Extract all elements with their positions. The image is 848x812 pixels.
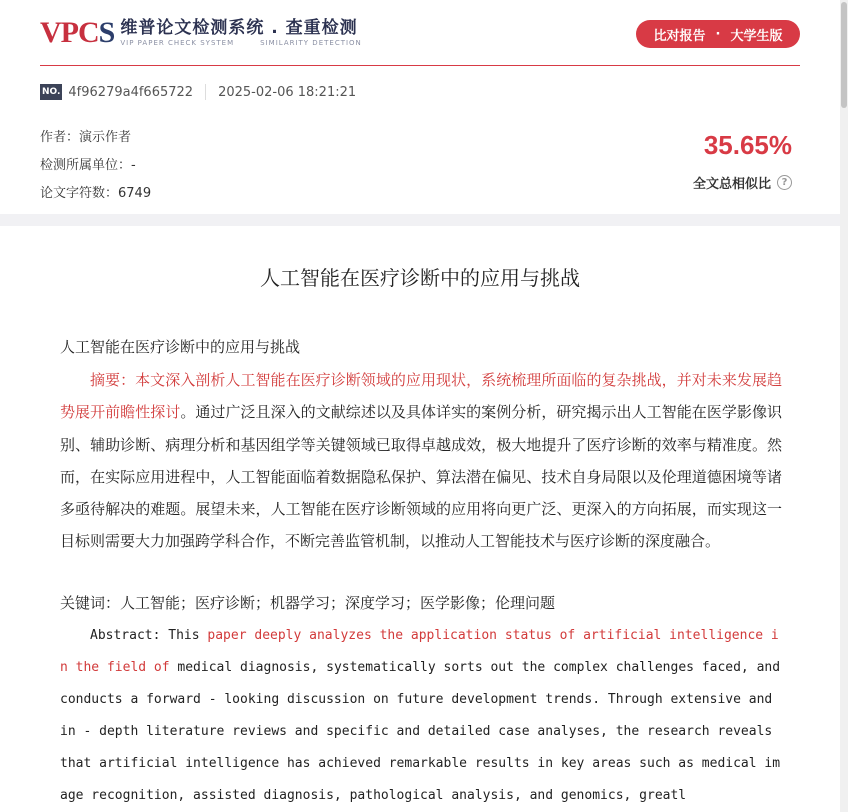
report-type-badge (636, 20, 800, 48)
logo-text (120, 18, 361, 48)
badge-left: 比对报告 (653, 28, 706, 44)
unit-info: 检测所属单位：- (40, 158, 136, 173)
badge-dot: · (715, 26, 721, 42)
header-divider (40, 65, 800, 66)
meta-separator (205, 84, 206, 100)
section-separator (0, 214, 840, 226)
abstract-en (60, 620, 782, 812)
document-heading: 人工智能在医疗诊断中的应用与挑战 (60, 338, 301, 356)
help-icon[interactable]: ? (777, 175, 792, 190)
vpcs-logo (40, 17, 362, 49)
system-name: 维普论文检测系统 . 查重检测 (120, 18, 358, 38)
abstract-en-highlight: paper deeply analyzes the application status of artificial intelligence in the field of (60, 628, 779, 675)
report-datetime: 2025-02-06 18:21:21 (218, 84, 357, 100)
document-title: 人工智能在医疗诊断中的应用与挑战 (260, 266, 580, 290)
logo-mark: VPCS (40, 16, 115, 49)
system-sub-right: SIMILARITY DETECTION (260, 39, 362, 47)
system-sub-left: VIP PAPER CHECK SYSTEM (120, 39, 235, 47)
author-info: 作者：演示作者 (40, 130, 132, 145)
char-count-info: 论文字符数：6749 (40, 186, 152, 201)
abstract-en-rest: medical diagnosis, systematically sorts out the complex challenges faced, and conducts a forward - looking discussion on future development trends. Through extensive and in - depth literature reviews and specific and detailed case analyses, the research reveals that artificial intelligence has achieved remarkable results in key areas such as medical image recognition, assisted diagnosis, pathological analysis, and genomics, greatl (60, 660, 781, 803)
abstract-cn-rest: 。通过广泛且深入的文献综述以及具体详实的案例分析，研究揭示出人工智能在医学影像识别、辅助诊断、病理分析和基因组学等关键领域已取得卓越成效，极大地提升了医疗诊断的效率与精准度。然而，在实际应用进程中，人工智能面临着数据隐私保护、算法潜在偏见、技术自身局限以及伦理道德困境等诸多亟待解决的难题。展望未来，人工智能在医疗诊断领域的应用将向更广泛、更深入的方向拓展，而实现这一目标则需要大力加强跨学科合作，不断完善监管机制，以推动人工智能技术与医疗诊断的深度融合。 (60, 403, 782, 551)
similarity-score: 35.65% (703, 130, 792, 160)
similarity-label-row (693, 173, 792, 192)
report-meta-row (40, 84, 356, 100)
abstract-cn-highlight: 摘要：本文深入剖析人工智能在医疗诊断领域的应用现状，系统梳理所面临的复杂挑战，并对未来发展趋势展开前瞻性探讨 (60, 371, 782, 422)
badge-right: 大学生版 (730, 28, 783, 44)
report-id: 4f96279a4f665722 (68, 84, 194, 100)
no-label-icon: NO. (40, 84, 62, 100)
report-header (0, 0, 840, 214)
scrollbar-thumb[interactable] (841, 2, 847, 108)
abstract-cn (60, 364, 782, 558)
scrollbar-track[interactable] (840, 0, 848, 812)
system-subtitle (120, 38, 361, 48)
keywords: 关键词：人工智能；医疗诊断；机器学习；深度学习；医学影像；伦理问题 (60, 594, 556, 612)
abstract-en-pre: Abstract: This (90, 628, 208, 643)
similarity-label: 全文总相似比 (692, 177, 771, 192)
